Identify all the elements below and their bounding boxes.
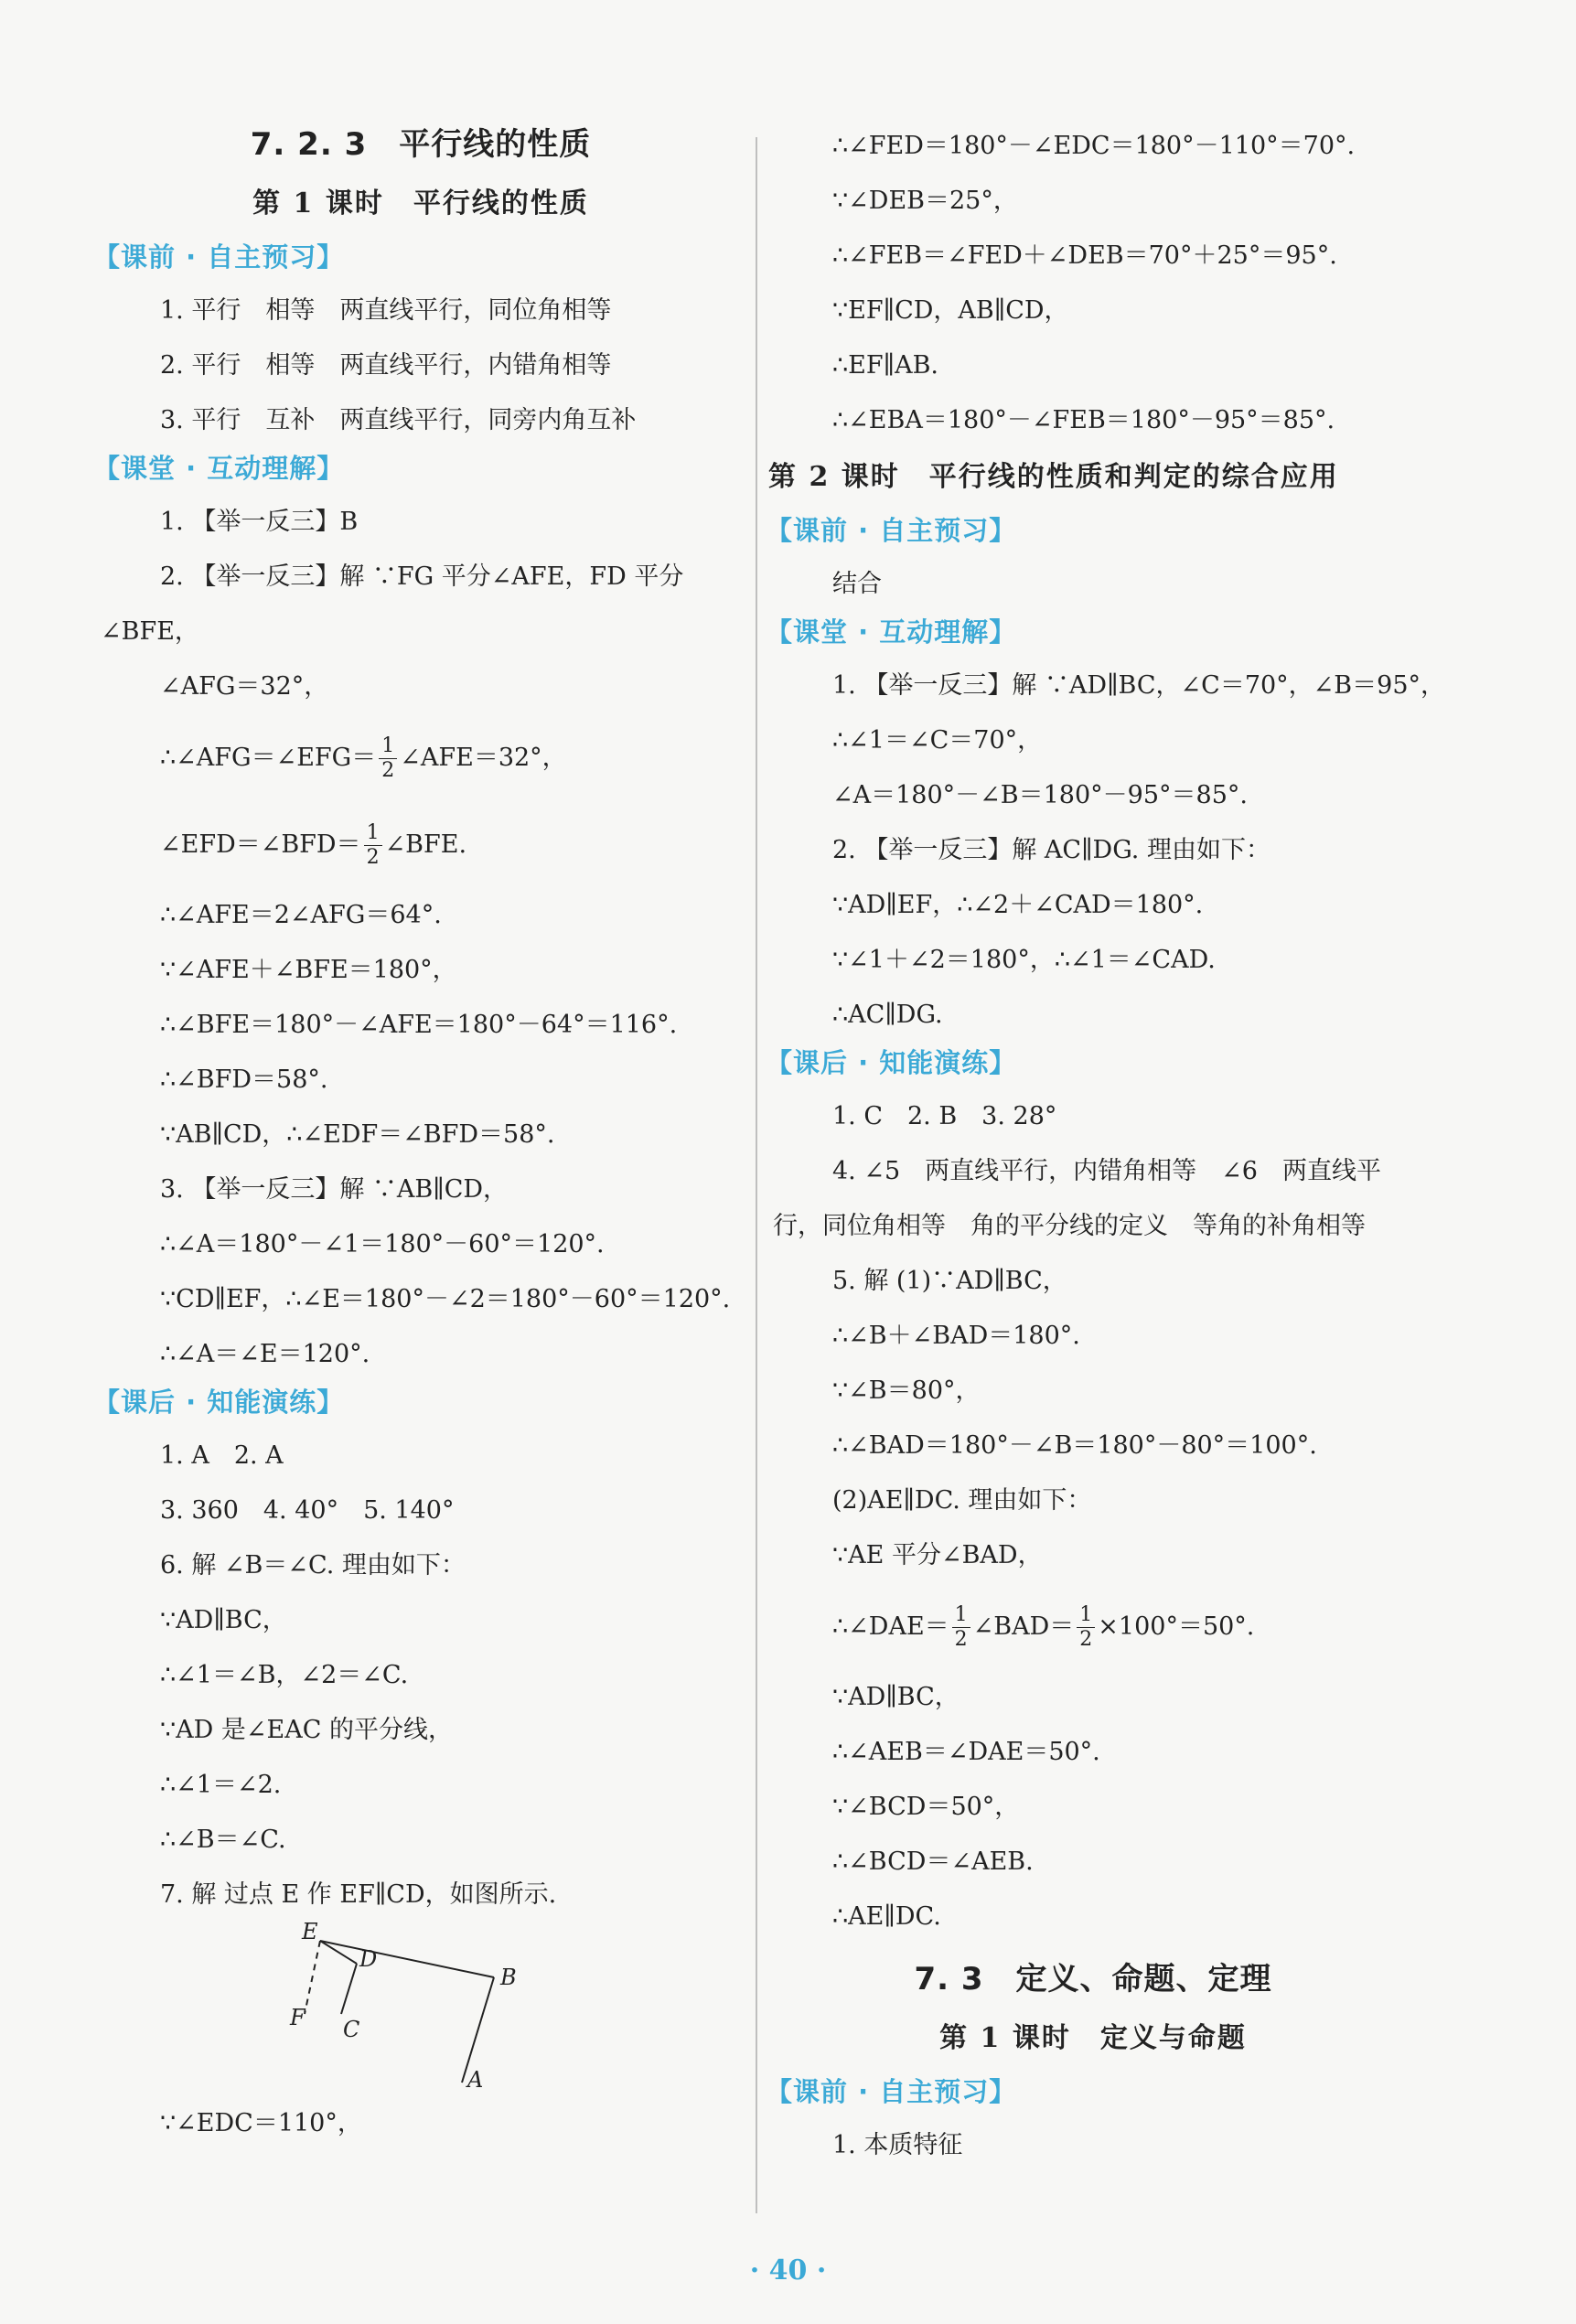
parallel-lines-diagram xyxy=(290,1919,590,2096)
section-title: 7. 3 定义、命题、定理 xyxy=(914,1961,1272,1997)
section-header: 【课后 · 知能演练】 xyxy=(766,1047,1017,1078)
answer-line: ∴∠FEB＝∠FED＋∠DEB＝70°＋25°＝95°. xyxy=(832,241,1337,270)
denominator: 2 xyxy=(381,759,395,782)
answer-line: ∴∠BCD＝∠AEB. xyxy=(832,1847,1034,1876)
answer-line: ∴∠EBA＝180°－∠FEB＝180°－95°＝85°. xyxy=(832,406,1335,434)
fraction xyxy=(1077,1603,1095,1652)
left-column xyxy=(93,119,741,2151)
answer-line: ∴∠BFE＝180°－∠AFE＝180°－64°＝116°. xyxy=(160,1011,678,1039)
answer-line: 2. 【举一反三】解 AC∥DG. 理由如下： xyxy=(832,836,1270,864)
answer-line: ∵AB∥CD，∴∠EDF＝∠BFD＝58°. xyxy=(160,1120,555,1149)
answer-line: ∠BFE， xyxy=(101,617,199,646)
text: ∠AFE＝32°， xyxy=(400,744,567,772)
answer-line: ∵CD∥EF，∴∠E＝180°－∠2＝180°－60°＝120°. xyxy=(160,1285,731,1313)
answer-line: ∴∠1＝∠2. xyxy=(160,1771,282,1799)
denominator: 2 xyxy=(1079,1628,1093,1651)
fraction xyxy=(379,734,397,783)
fraction xyxy=(364,821,382,870)
answer-line: ∵∠EDC＝110°， xyxy=(160,2109,362,2137)
answer-line: 2. 平行 相等 两直线平行，内错角相等 xyxy=(160,351,612,380)
label-E: E xyxy=(302,1919,318,1944)
text: ∠BAD＝ xyxy=(972,1612,1075,1641)
segment-EB xyxy=(320,1941,494,1977)
text: ∴∠DAE＝ xyxy=(832,1612,949,1641)
answer-line: 6. 解 ∠B＝∠C. 理由如下： xyxy=(160,1551,466,1580)
answer-line xyxy=(160,714,741,801)
answer-line: ∴∠1＝∠B，∠2＝∠C. xyxy=(160,1661,409,1689)
answer-line: ∴EF∥AB. xyxy=(832,351,939,380)
answer-line: ∠AFG＝32°， xyxy=(160,672,329,701)
label-C: C xyxy=(343,2017,360,2042)
label-A: A xyxy=(467,2067,484,2093)
answer-line: ∴AC∥DG. xyxy=(832,1001,943,1029)
label-B: B xyxy=(500,1965,517,1990)
answer-line: ∵EF∥CD，AB∥CD， xyxy=(832,296,1069,325)
label-F: F xyxy=(290,2005,306,2030)
answer-line: 1. C 2. B 3. 28° xyxy=(832,1102,1057,1130)
answer-line: ∴∠A＝180°－∠1＝180°－60°＝120°. xyxy=(160,1230,605,1258)
answer-line: 3. 360 4. 40° 5. 140° xyxy=(160,1496,455,1525)
answer-line xyxy=(832,1583,1413,1670)
answer-line: 5. 解 (1)∵AD∥BC， xyxy=(832,1267,1067,1295)
answer-line: 4. ∠5 两直线平行，内错角相等 ∠6 两直线平 xyxy=(832,1157,1381,1185)
answer-line: 1. A 2. A xyxy=(160,1441,284,1470)
answer-line: ∵AD∥EF，∴∠2＋∠CAD＝180°. xyxy=(832,891,1204,919)
section-header: 【课堂 · 互动理解】 xyxy=(766,616,1017,648)
answer-line: ∴∠FED＝180°－∠EDC＝180°－110°＝70°. xyxy=(832,132,1356,160)
section-header: 【课后 · 知能演练】 xyxy=(93,1387,345,1418)
answer-line: ∴∠A＝∠E＝120°. xyxy=(160,1340,370,1368)
answer-line: ∵∠B＝80°， xyxy=(832,1376,981,1405)
dashed-segment-EF xyxy=(305,1941,320,2014)
denominator: 2 xyxy=(366,846,380,869)
numerator: 1 xyxy=(1077,1603,1095,1628)
answer-line: ∠A＝180°－∠B＝180°－95°＝85°. xyxy=(832,781,1248,809)
column-divider xyxy=(756,137,757,2213)
answer-line: 1. 【举一反三】解 ∵AD∥BC，∠C＝70°，∠B＝95°， xyxy=(832,671,1446,700)
numerator: 1 xyxy=(379,734,397,759)
answer-line: ∵AD∥BC， xyxy=(832,1683,960,1711)
lesson-title: 第 1 课时 平行线的性质 xyxy=(252,187,589,220)
answer-line: ∵∠BCD＝50°， xyxy=(832,1793,1020,1821)
segment-DC xyxy=(341,1964,357,2014)
section-header: 【课前 · 自主预习】 xyxy=(766,515,1017,546)
text: ∠BFE. xyxy=(384,830,467,859)
lesson-title: 第 1 课时 定义与命题 xyxy=(939,2022,1247,2054)
answer-line: (2)AE∥DC. 理由如下： xyxy=(832,1486,1092,1515)
text: ×100°＝50°. xyxy=(1098,1612,1255,1641)
answer-line: 行，同位角相等 角的平分线的定义 等角的补角相等 xyxy=(773,1212,1366,1240)
answer-line: 1. 本质特征 xyxy=(832,2131,963,2159)
answer-line: 结合 xyxy=(832,570,882,598)
fraction xyxy=(952,1603,970,1652)
section-title: 7. 2. 3 平行线的性质 xyxy=(250,126,592,163)
answer-line: ∴∠B＋∠BAD＝180°. xyxy=(832,1322,1080,1350)
answer-line: 1. 平行 相等 两直线平行，同位角相等 xyxy=(160,296,612,325)
text: ∴∠AFG＝∠EFG＝ xyxy=(160,744,377,772)
answer-line: ∵AD∥BC， xyxy=(160,1606,287,1634)
answer-line: 1. 【举一反三】B xyxy=(160,508,359,536)
answer-line: 2. 【举一反三】解 ∵FG 平分∠AFE，FD 平分 xyxy=(160,562,684,591)
numerator: 1 xyxy=(364,821,382,846)
answer-line: ∴AE∥DC. xyxy=(832,1902,941,1931)
answer-line: ∴∠BAD＝180°－∠B＝180°－80°＝100°. xyxy=(832,1431,1317,1460)
section-header: 【课前 · 自主预习】 xyxy=(93,241,345,273)
answer-line: ∴∠AFE＝2∠AFG＝64°. xyxy=(160,901,442,929)
lesson-title: 第 2 课时 平行线的性质和判定的综合应用 xyxy=(768,461,1339,493)
answer-line: ∴∠B＝∠C. xyxy=(160,1826,286,1854)
right-column xyxy=(766,119,1446,2173)
answer-line: ∵AD 是∠EAC 的平分线， xyxy=(160,1716,453,1744)
text: ∠EFD＝∠BFD＝ xyxy=(160,830,361,859)
answer-line: ∵∠1＋∠2＝180°，∴∠1＝∠CAD. xyxy=(832,946,1216,974)
answer-line: ∵∠DEB＝25°， xyxy=(832,187,1018,215)
section-header: 【课前 · 自主预习】 xyxy=(766,2076,1017,2107)
numerator: 1 xyxy=(952,1603,970,1628)
answer-line xyxy=(160,801,741,888)
answer-line: ∴∠BFD＝58°. xyxy=(160,1066,328,1094)
geometry-figure xyxy=(290,1919,590,2096)
answer-line: ∵∠AFE＋∠BFE＝180°， xyxy=(160,956,457,984)
page-number: · 40 · xyxy=(749,2254,827,2287)
answer-line: ∴∠1＝∠C＝70°， xyxy=(832,726,1043,755)
answer-line: 7. 解 过点 E 作 EF∥CD，如图所示. xyxy=(160,1880,557,1909)
denominator: 2 xyxy=(954,1628,968,1651)
answer-line: 3. 【举一反三】解 ∵AB∥CD， xyxy=(160,1175,509,1204)
answer-line: 3. 平行 互补 两直线平行，同旁内角互补 xyxy=(160,406,637,434)
section-header: 【课堂 · 互动理解】 xyxy=(93,453,345,484)
label-D: D xyxy=(359,1946,378,1972)
answer-line: ∵AE 平分∠BAD， xyxy=(832,1541,1043,1569)
answer-line: ∴∠AEB＝∠DAE＝50°. xyxy=(832,1738,1100,1766)
